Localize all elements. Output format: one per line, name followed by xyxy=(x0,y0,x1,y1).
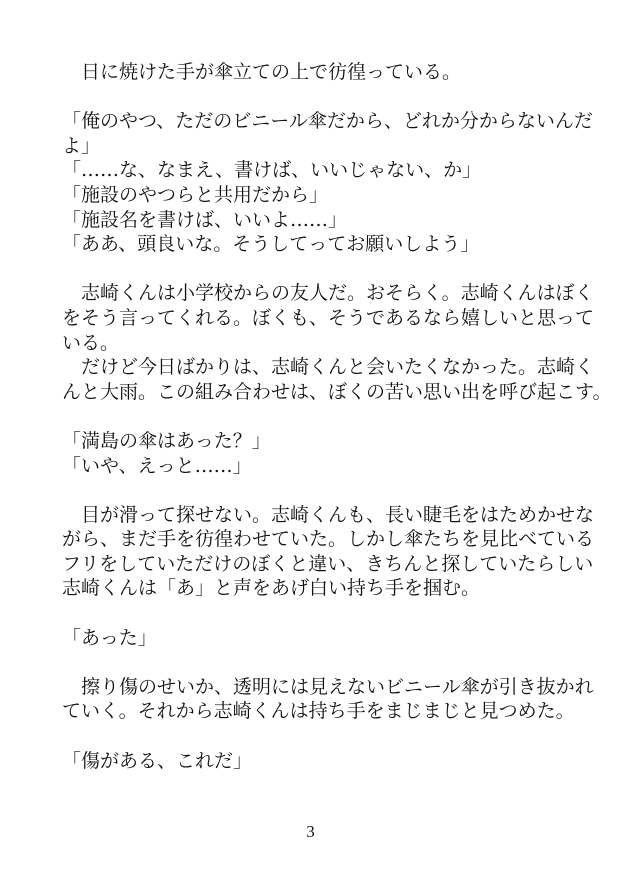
text-line: 「傷がある、これだ」 xyxy=(62,749,253,772)
blank-line xyxy=(62,724,562,749)
blank-line xyxy=(62,257,562,282)
text-line: 「……な、なまえ、書けば、いいじゃない、か」 xyxy=(62,159,482,182)
blank-line xyxy=(62,478,562,503)
text-line: 「あった」 xyxy=(62,626,157,649)
text-line: んと大雨。この組み合わせは、ぼくの苦い思い出を呼び起こす。 xyxy=(62,380,612,403)
text-line: よ」 xyxy=(62,134,101,157)
blank-line xyxy=(62,650,562,675)
text-line: いる。 xyxy=(62,331,120,354)
text-line: 「俺のやつ、ただのビニール傘だから、どれか分からないんだ xyxy=(62,110,593,133)
text-line: だけど今日ばかりは、志崎くんと会いたくなかった。志崎く xyxy=(62,356,595,379)
text-line: 目が滑って探せない。志崎くんも、長い睫毛をはためかせな xyxy=(62,503,595,526)
text-body xyxy=(62,60,612,773)
text-line: 擦り傷のせいか、透明には見えないビニール傘が引き抜かれ xyxy=(62,675,594,698)
page-number: 3 xyxy=(306,822,315,841)
text-line: 「施設のやつらと共用だから」 xyxy=(62,183,329,206)
text-line: 「ああ、頭良いな。そうしてってお願いしよう」 xyxy=(62,233,480,256)
text-line: 志崎くんは小学校からの友人だ。おそらく。志崎くんはぼく xyxy=(62,282,594,305)
text-line: をそう言ってくれる。ぼくも、そうであるなら嬉しいと思って xyxy=(62,306,595,329)
text-line: 志崎くんは「あ」と声をあげ白い持ち手を掴む。 xyxy=(62,577,481,600)
blank-line xyxy=(62,404,562,429)
text-line: フリをしていただけのぼくと違い、きちんと探していたらしい xyxy=(62,552,594,575)
text-line: 「満島の傘はあった？」 xyxy=(62,429,271,452)
text-line: 「いや、えっと……」 xyxy=(62,454,252,477)
blank-line xyxy=(62,85,562,110)
blank-line xyxy=(62,601,562,626)
text-line: 「施設名を書けば、いいよ……」 xyxy=(62,208,348,231)
text-line: 日に焼けた手が傘立ての上で彷徨っている。 xyxy=(62,61,462,83)
text-line: がら、まだ手を彷徨わせていた。しかし傘たちを見比べている xyxy=(62,528,595,551)
text-line: ていく。それから志崎くんは持ち手をまじまじと見つめた。 xyxy=(62,700,575,723)
